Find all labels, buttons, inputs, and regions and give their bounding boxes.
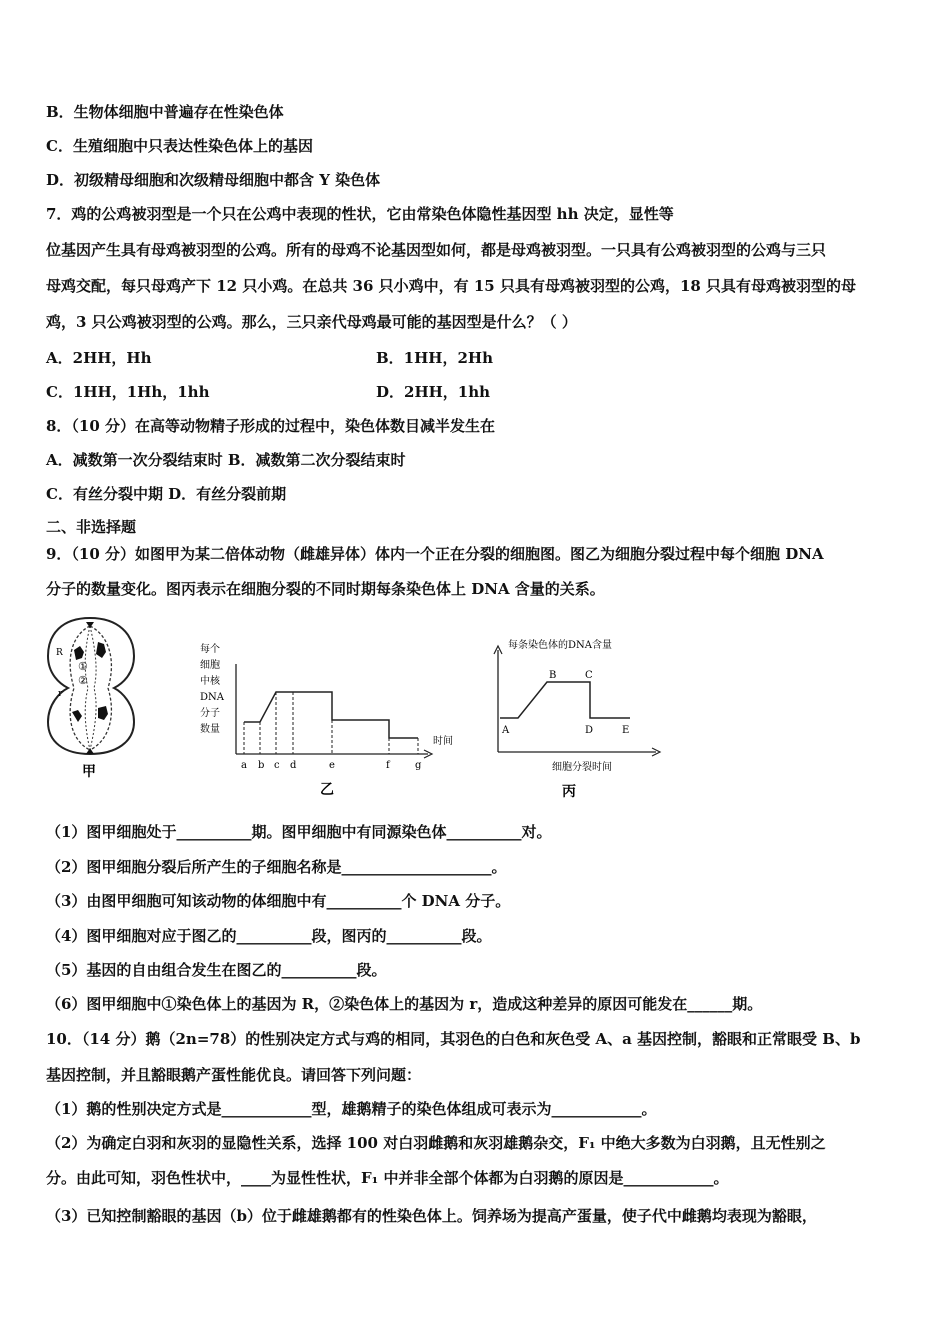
figure-yi-label: 乙 xyxy=(320,782,334,798)
q10-sub-3: （3）已知控制豁眼的基因（b）位于雌雄鹅都有的性染色体上。饲养场为提高产蛋量，使子代中雌鹅均表现为豁眼， xyxy=(46,1207,817,1225)
q9-sub-1: （1）图甲细胞处于__________期。图甲细胞中有同源染色体__________对。 xyxy=(46,823,552,841)
chromosome-2 xyxy=(96,642,106,658)
q10-sub-2-line-2: 分。由此可知，羽色性状中，____为显性性状，F₁ 中并非全部个体都为白羽鹅的原因是____________。 xyxy=(46,1169,729,1187)
q7-stem-line-1: 7．鸡的公鸡被羽型是一个只在公鸡中表现的性状，它由常染色体隐性基因型 hh 决定，显性等 xyxy=(46,205,674,223)
yi-ylabel-5: 分子 xyxy=(200,708,220,719)
q6-option-b: B．生物体细胞中普遍存在性染色体 xyxy=(46,103,284,121)
q8-options-row-1: A．减数第一次分裂结束时 B．减数第二次分裂结束时 xyxy=(46,451,406,469)
q10-stem-line-1: 10．（14 分）鹅（2n=78）的性别决定方式与鸡的相同，其羽色的白色和灰色受 A、a 基因控制，豁眼和正常眼受 B、b xyxy=(46,1030,861,1048)
chromosome-4 xyxy=(98,706,108,720)
q7-option-b: B．1HH，2Hh xyxy=(376,349,493,367)
chromosome-2-number: ② xyxy=(78,674,88,687)
gene-R-label: R xyxy=(56,648,63,658)
figure-yi xyxy=(200,642,453,798)
yi-dna-curve xyxy=(244,692,418,738)
q9-stem-line-1: 9．（10 分）如图甲为某二倍体动物（雌雄异体）体内一个正在分裂的细胞图。图乙为细胞分裂过程中每个细胞 DNA xyxy=(46,545,824,563)
q7-option-d: D．2HH，1hh xyxy=(376,383,491,401)
yi-tick-e: e xyxy=(329,760,335,771)
chromosome-3 xyxy=(72,710,82,722)
q7-option-a: A．2HH，Hh xyxy=(46,349,152,367)
gene-r-label: r xyxy=(58,689,63,699)
q9-stem-line-2: 分子的数量变化。图丙表示在细胞分裂的不同时期每条染色体上 DNA 含量的关系。 xyxy=(46,580,605,598)
q9-sub-3: （3）由图甲细胞可知该动物的体细胞中有__________个 DNA 分子。 xyxy=(46,892,511,910)
yi-tick-a: a xyxy=(241,760,247,771)
q8-options-row-2: C．有丝分裂中期 D．有丝分裂前期 xyxy=(46,485,287,503)
q7-option-c: C．1HH，1Hh，1hh xyxy=(46,383,210,401)
q9-figures xyxy=(44,612,664,802)
figure-jia-label: 甲 xyxy=(82,764,96,780)
yi-ylabel-2: 细胞 xyxy=(200,660,220,671)
yi-tick-g: g xyxy=(415,760,422,771)
yi-tick-b: b xyxy=(258,760,265,771)
bing-point-A: A xyxy=(502,725,510,736)
bing-point-C: C xyxy=(585,670,593,681)
bing-xlabel: 细胞分裂时间 xyxy=(552,762,612,773)
bing-title: 每条染色体的DNA含量 xyxy=(508,640,612,651)
bing-point-D: D xyxy=(585,725,594,736)
q7-stem-line-4: 鸡，3 只公鸡被羽型的公鸡。那么，三只亲代母鸡最可能的基因型是什么？（ ） xyxy=(46,313,577,331)
q9-sub-4: （4）图甲细胞对应于图乙的__________段，图丙的__________段。 xyxy=(46,927,492,945)
q9-sub-6: （6）图甲细胞中①染色体上的基因为 R，②染色体上的基因为 r，造成这种差异的原因可能发在______期。 xyxy=(46,995,763,1013)
chromosome-1-number: ① xyxy=(78,660,88,673)
q8-stem: 8．（10 分）在高等动物精子形成的过程中，染色体数目减半发生在 xyxy=(46,417,496,435)
q6-option-c: C．生殖细胞中只表达性染色体上的基因 xyxy=(46,137,313,155)
yi-xlabel: 时间 xyxy=(433,736,453,747)
section-title: 二、非选择题 xyxy=(46,518,137,536)
yi-tick-f: f xyxy=(386,760,390,771)
figure-bing xyxy=(494,638,660,800)
q9-sub-5: （5）基因的自由组合发生在图乙的__________段。 xyxy=(46,961,387,979)
q7-stem-line-2: 位基因产生具有母鸡被羽型的公鸡。所有的母鸡不论基因型如何，都是母鸡被羽型。一只具有公鸡被羽型的公鸡与三只 xyxy=(46,241,827,259)
yi-ylabel-4: DNA xyxy=(200,692,224,703)
q10-sub-1: （1）鹅的性别决定方式是____________型，雄鹅精子的染色体组成可表示为____________。 xyxy=(46,1100,657,1118)
yi-ylabel-3: 中核 xyxy=(200,676,220,687)
yi-tick-d: d xyxy=(290,760,297,771)
yi-ylabel-6: 数量 xyxy=(200,724,220,735)
bing-point-E: E xyxy=(622,725,630,736)
chromosome-1 xyxy=(74,646,84,660)
q10-sub-2-line-1: （2）为确定白羽和灰羽的显隐性关系，选择 100 对白羽雌鹅和灰羽雄鹅杂交，F₁ 中绝大多数为白羽鹅，且无性别之 xyxy=(46,1134,826,1152)
q10-stem-line-2: 基因控制，并且豁眼鹅产蛋性能优良。请回答下列问题： xyxy=(46,1066,422,1084)
figure-jia xyxy=(48,618,134,780)
yi-tick-c: c xyxy=(274,760,280,771)
figure-bing-label: 丙 xyxy=(562,784,576,800)
q7-stem-line-3: 母鸡交配，每只母鸡产下 12 只小鸡。在总共 36 只小鸡中，有 15 只具有母鸡被羽型的公鸡，18 只具有母鸡被羽型的母 xyxy=(46,277,857,295)
q6-option-d: D．初级精母细胞和次级精母细胞中都含 Y 染色体 xyxy=(46,171,381,189)
q9-sub-2: （2）图甲细胞分裂后所产生的子细胞名称是____________________。 xyxy=(46,858,507,876)
bing-point-B: B xyxy=(549,670,557,681)
yi-ylabel-1: 每个 xyxy=(200,644,220,655)
bing-dna-curve xyxy=(500,682,630,718)
